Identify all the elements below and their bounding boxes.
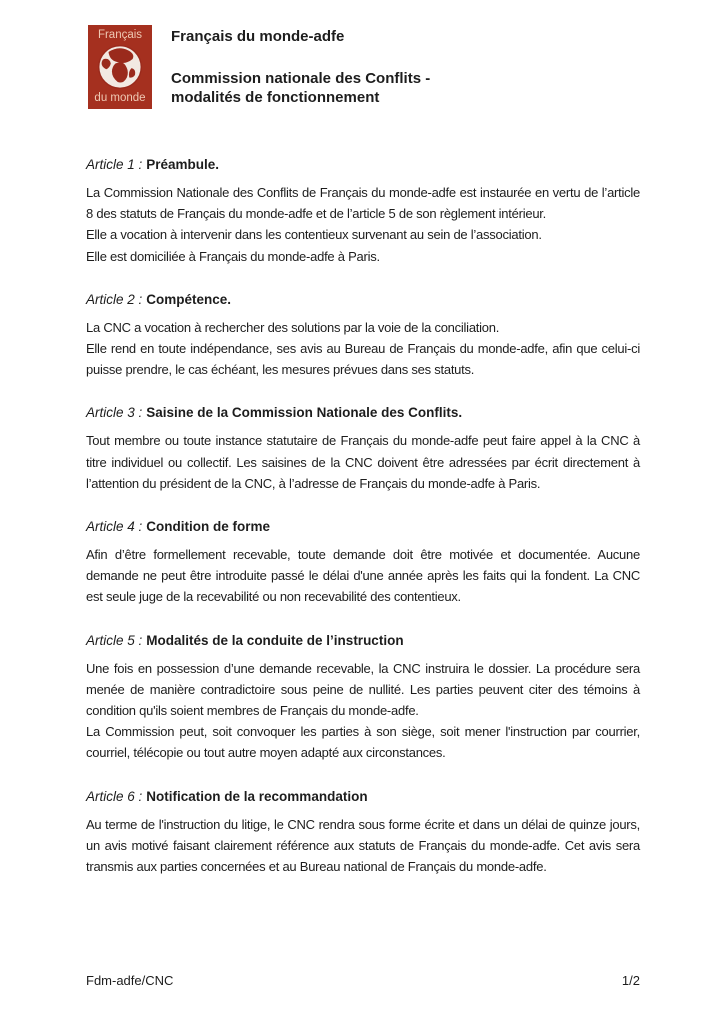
- article-label: Article 6 :: [86, 788, 143, 804]
- logo-top-label: Français: [97, 29, 143, 41]
- article-title: Saisine de la Commission Nationale des Conflits.: [146, 405, 463, 421]
- article-title: Préambule.: [146, 157, 220, 172]
- article-section: [86, 788, 640, 878]
- org-logo: [88, 25, 152, 109]
- article-paragraph: La CNC a vocation à rechercher des solutions par la voie de la conciliation.: [86, 319, 500, 335]
- article-label: Article 1 :: [86, 157, 143, 172]
- document-title: Français du monde-adfe: [171, 28, 345, 45]
- article-heading: [86, 156, 640, 174]
- article-heading: [86, 404, 640, 422]
- subtitle-line-2: modalités de fonctionnement: [171, 89, 380, 106]
- article-paragraph: Elle rend en toute indépendance, ses avis au Bureau de Français du monde-adfe, afin que celui-ci puisse prendre, le cas échéant, les mesures prévues dans ses statuts.: [86, 341, 640, 378]
- article-section: [86, 291, 640, 381]
- article-label: Article 2 :: [86, 291, 143, 307]
- article-paragraph: Une fois en possession d’une demande recevable, la CNC instruira le dossier. La procédure sera menée de manière contradictoire sous peine de nullité. Les parties peuvent citer des témoins à condition qu'ils soient membres de Français du monde-adfe.: [86, 660, 640, 719]
- document-body: [86, 156, 640, 901]
- article-label: Article 4 :: [86, 519, 143, 535]
- article-paragraph: Tout membre ou toute instance statutaire de Français du monde-adfe peut faire appel à la CNC à titre individuel ou collectif. Les saisines de la CNC doivent être adressées par écrit directement à l’attention du président de la CNC, à l’adresse de Français du monde-adfe à Paris.: [86, 433, 640, 491]
- article-section: [86, 404, 640, 494]
- footer-document-ref: Fdm-adfe/CNC: [86, 973, 174, 988]
- article-title: Condition de forme: [146, 519, 271, 535]
- article-paragraph: Au terme de l'instruction du litige, le CNC rendra sous forme écrite et dans un délai de quinze jours, un avis motivé faisant clairement référence aux statuts de Français du monde-adfe. Cet avis sera transmis aux parties concernées et au Bureau national de Français du monde-adfe.: [86, 816, 640, 875]
- subtitle-line-1: Commission nationale des Conflits -: [171, 70, 431, 87]
- article-section: [86, 632, 640, 764]
- globe-icon: [97, 44, 143, 90]
- article-heading: [86, 518, 640, 536]
- article-paragraph: Afin d’être formellement recevable, toute demande doit être motivée et documentée. Aucune demande ne peut être introduite passé le délai d'une année après les faits qui la fondent. La CNC est seule juge de la recevabilité ou non recevabilité des contentieux.: [86, 547, 640, 605]
- footer-page-number: 1/2: [621, 973, 640, 988]
- article-title: Notification de la recommandation: [146, 788, 368, 804]
- article-paragraph: Elle est domiciliée à Français du monde-adfe à Paris.: [86, 248, 380, 264]
- article-paragraph: La Commission peut, soit convoquer les parties à son siège, soit mener l'instruction par courrier, courriel, télécopie ou tout autre moyen adapté aux circonstances.: [86, 724, 640, 761]
- logo-bottom-label: du monde: [94, 92, 146, 104]
- document-subtitle: [171, 69, 430, 107]
- article-paragraph: La Commission Nationale des Conflits de Français du monde-adfe est instaurée en vertu de l’article 8 des statuts de Français du monde-adfe et de l’article 5 de son règlement intérieur.: [86, 185, 640, 222]
- article-title: Modalités de la conduite de l’instruction: [146, 632, 404, 648]
- article-heading: [86, 291, 640, 309]
- title-block: [171, 27, 430, 107]
- article-section: [86, 518, 640, 608]
- article-paragraph: Elle a vocation à intervenir dans les contentieux survenant au sein de l’association.: [86, 227, 542, 243]
- article-heading: [86, 632, 640, 650]
- article-heading: [86, 788, 640, 806]
- article-label: Article 5 :: [86, 632, 143, 648]
- article-title: Compétence.: [146, 291, 232, 307]
- article-label: Article 3 :: [86, 405, 143, 421]
- article-section: [86, 156, 640, 267]
- document-footer: [86, 973, 640, 988]
